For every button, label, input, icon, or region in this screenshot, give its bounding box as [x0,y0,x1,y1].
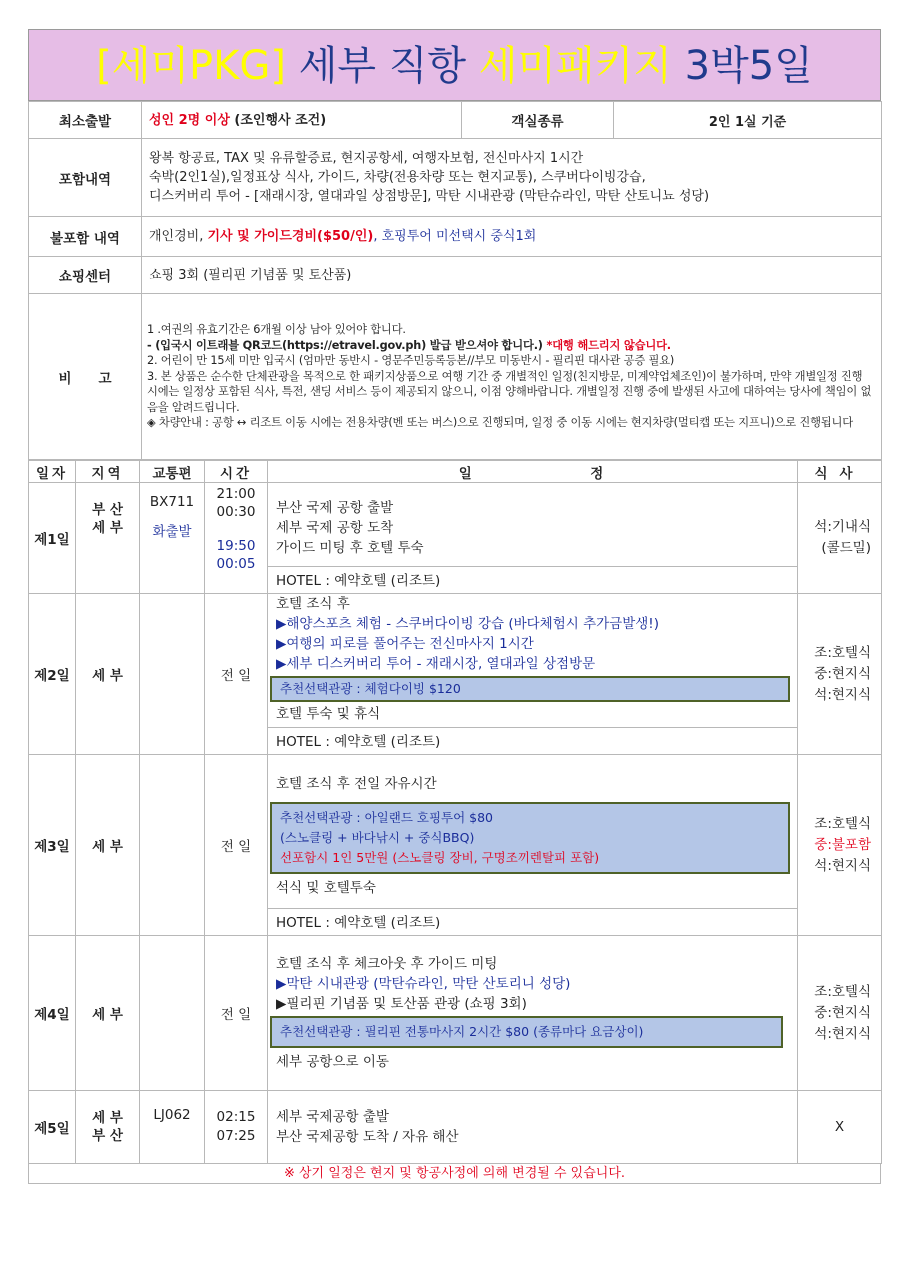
flight-number: BX711 [149,494,195,510]
title-route: 세부 직항 [286,43,479,89]
remarks-label: 비 고 [29,294,142,460]
min-departure-value [142,102,462,139]
day-label: 제2일 [29,594,76,755]
optional-tour-text: 추천선택관광 : 필리핀 전통마사지 2시간 $80 (종류마다 요금상이) [280,1024,644,1039]
itinerary-cell [268,1091,798,1164]
day-label: 제4일 [29,936,76,1091]
region-cell [76,483,140,594]
min-departure-rest: (조인행사 조건) [229,112,327,128]
time-arrive: 07:25 [216,1128,256,1144]
region-cell: 세 부 [76,936,140,1091]
region-cell [76,1091,140,1164]
hotel-line: HOTEL : 예약호텔 (리조트) [268,908,797,935]
day-row [29,1091,882,1164]
title-tag: [세미PKG] [96,43,286,89]
itinerary-line: 부산 국제 공항 출발 [276,500,394,516]
region-cell: 세 부 [76,594,140,755]
optional-tour-text: 추천선택관광 : 체험다이빙 $120 [280,681,461,696]
meal-breakfast: 조:호텔식 [814,644,871,661]
meal-dinner: 석:현지식 [814,857,871,874]
time-cell: 전 일 [205,755,268,936]
itinerary-line: 호텔 조식 후 체크아웃 후 가이드 미팅 [276,956,498,972]
itinerary-line: ▶세부 디스커버리 투어 - 재래시장, 열대과일 상점방문 [276,656,596,672]
schedule-header [29,461,882,483]
excluded-lunch: , 호핑투어 미선택시 중식1회 [373,229,537,244]
itinerary-cell [268,755,798,936]
day-label: 제3일 [29,755,76,936]
remark-etravel-text: - (입국시 이트래블 QR코드(https://etravel.gov.ph) 발급 받으셔야 합니다.) [147,338,547,352]
remarks-value [142,294,882,460]
itinerary-line: 부산 국제공항 도착 / 자유 해산 [276,1129,459,1145]
itinerary-document [28,29,881,1184]
itinerary-line: ▶막탄 시내관광 (막탄슈라인, 막탄 산토리니 성당) [276,976,571,992]
day-label: 제5일 [29,1091,76,1164]
header-day: 일자 [29,461,76,483]
min-departure-label: 최소출발 [29,102,142,139]
optional-tour-box [270,676,790,702]
optional-tour-detail: (스노클링 + 바다낚시 + 중식BBQ) [280,830,475,845]
excluded-value [142,217,882,257]
itinerary-line: 호텔 조식 후 전일 자유시간 [276,776,437,792]
region-departure: 세 부 [92,1110,123,1126]
day-row [29,936,882,1091]
meal-cell [798,755,882,936]
optional-tour-box [270,1016,783,1048]
meal-dinner: 석:기내식 [814,519,871,535]
remark-vehicle: ◈ 차량안내 : 공항 ↔ 리조트 이동 시에는 전용차량(벤 또는 버스)으로 진행되며, 일정 중 이동 시에는 현지차량(멀티캡 또는 지프니)으로 진행됩니다 [147,416,853,430]
time-depart-alt: 19:50 [216,538,256,554]
time-depart: 21:00 [216,486,256,502]
remark-group-tour: 3. 본 상품은 순수한 단체관광을 목적으로 한 패키지상품으로 여행 기간 중 개별적인 일정(친지방문, 미계약업체조인)이 불가하며, 만약 개별일정 진행 시에는 일정상 포함된 식사, 특전, 샌딩 서비스 등이 제공되지 않으니, 이점 양해바랍니다. 개별일정 진행 중에 발생된 사고에 대하여는 당사에 책임이 없음을 알려드립니다. [147,369,872,414]
itinerary-line: 세부 공항으로 이동 [276,1054,389,1070]
remark-etravel [147,338,875,354]
footer-notice: ※ 상기 일정은 현지 및 항공사정에 의해 변경될 수 있습니다. [28,1164,881,1184]
itinerary-line: ▶여행의 피로를 풀어주는 전신마사지 1시간 [276,636,534,652]
time-cell [205,1091,268,1164]
header-itinerary: 일 정 [268,461,798,483]
optional-tour-text: 추천선택관광 : 아일랜드 호핑투어 $80 [280,810,494,825]
excluded-label: 불포함 내역 [29,217,142,257]
included-line: 왕복 항공료, TAX 및 유류할증료, 현지공항세, 여행자보험, 전신마사지 1시간 [149,151,584,166]
hotel-line: HOTEL : 예약호텔 (리조트) [268,727,797,754]
day-row [29,755,882,936]
included-value [142,139,882,217]
title-package: 세미패키지 [478,43,672,89]
meal-cell [798,594,882,755]
itinerary-line: ▶해양스포츠 체험 - 스쿠버다이빙 강습 (바다체험시 추가금발생!) [276,616,659,632]
meal-breakfast: 조:호텔식 [814,815,871,832]
day-row [29,483,882,594]
meal-dinner: 석:현지식 [814,686,871,703]
title-duration: 3박5일 [671,43,813,89]
meal-breakfast: 조:호텔식 [814,983,871,1000]
region-cell: 세 부 [76,755,140,936]
excluded-text: 개인경비, [149,229,208,244]
itinerary-line: 세부 국제공항 출발 [276,1109,389,1125]
time-depart: 02:15 [216,1109,256,1125]
itinerary-line: 석식 및 호텔투숙 [276,880,376,896]
meal-lunch: 중:현지식 [814,665,871,682]
transport-cell [140,594,205,755]
time-arrive: 00:30 [216,504,256,520]
transport-cell [140,936,205,1091]
meal-lunch: 중:불포함 [814,836,871,853]
itinerary-line: 세부 국제 공항 도착 [276,520,394,536]
meal-cell [798,483,882,594]
header-region: 지역 [76,461,140,483]
schedule-table [28,460,882,1164]
remark-etravel-warning: *대행 해드리지 않습니다. [546,338,671,352]
region-arrival: 부 산 [92,1128,123,1144]
remark-children: 2. 어린이 만 15세 미만 입국시 (엄마만 동반시 - 영문주민등록등본//부모 미동반시 - 필리핀 대사관 공증 필요) [147,354,675,368]
itinerary-line: 호텔 투숙 및 휴식 [276,706,381,722]
header-time: 시간 [205,461,268,483]
transport-cell [140,483,205,594]
time-arrive-alt: 00:05 [216,556,256,572]
time-cell [205,483,268,594]
shopping-value: 쇼핑 3회 (필리핀 기념품 및 토산품) [142,257,882,294]
min-departure-red: 성인 2명 이상 [149,112,230,128]
time-cell: 전 일 [205,594,268,755]
meal-cell: X [798,1091,882,1164]
meal-lunch: 중:현지식 [814,1004,871,1021]
hotel-line: HOTEL : 예약호텔 (리조트) [268,566,797,593]
region-departure: 부 산 [92,502,123,518]
optional-tour-price-note: 선포함시 1인 5만원 (스노클링 장비, 구명조끼렌탈피 포함) [280,850,600,865]
day-label: 제1일 [29,483,76,594]
transport-cell: LJ062 [140,1091,205,1164]
room-type-value: 2인 1실 기준 [614,102,882,139]
itinerary-line: 호텔 조식 후 [276,596,350,612]
itinerary-line: ▶필리핀 기념품 및 토산품 관광 (쇼핑 3회) [276,996,527,1012]
included-line: 숙박(2인1실),일정표상 식사, 가이드, 차량(전용차량 또는 현지교통), 스쿠버다이빙강습, [149,170,646,185]
itinerary-line: 가이드 미팅 후 호텔 투숙 [276,540,424,556]
page-title [28,29,881,101]
excluded-guide-fee: 기사 및 가이드경비($50/인) [207,229,374,244]
shopping-label: 쇼핑센터 [29,257,142,294]
itinerary-cell [268,483,798,594]
remark-passport: 1 .여권의 유효기간은 6개월 이상 남아 있어야 합니다. [147,322,406,336]
header-meal: 식사 [798,461,882,483]
optional-tour-box [270,802,790,874]
day-row [29,594,882,755]
included-label: 포함내역 [29,139,142,217]
meal-note: (콜드밀) [821,540,871,556]
itinerary-cell [268,936,798,1091]
room-type-label: 객실종류 [462,102,614,139]
meal-cell [798,936,882,1091]
transport-cell [140,755,205,936]
meal-dinner: 석:현지식 [814,1025,871,1042]
departure-day: 화출발 [152,524,192,540]
time-cell: 전 일 [205,936,268,1091]
included-line: 디스커버리 투어 - [재래시장, 열대과일 상점방문], 막탄 시내관광 (막탄슈라인, 막탄 산토니뇨 성당) [149,189,710,204]
itinerary-cell [268,594,798,755]
region-arrival: 세 부 [92,520,123,536]
header-transport: 교통편 [140,461,205,483]
package-info-table [28,101,882,460]
